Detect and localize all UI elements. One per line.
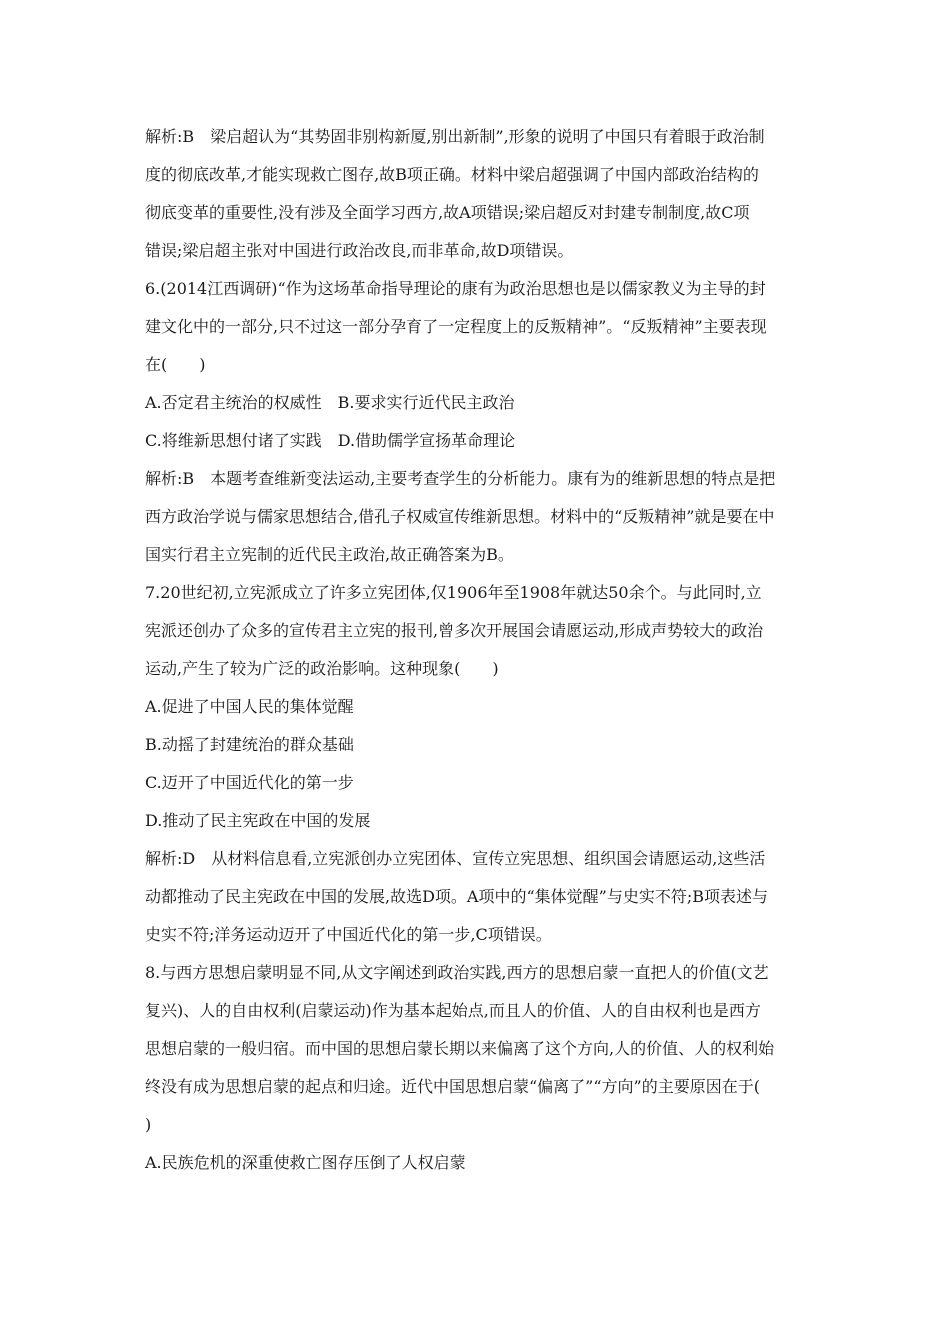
option-line: C.迈开了中国近代化的第一步: [145, 773, 354, 792]
question-7-line: 7.20世纪初,立宪派成立了许多立宪团体,仅1906年至1908年就达50余个。与此同时,立: [145, 583, 762, 602]
text-line: 解析:B 梁启超认为“其势固非别构新厦,别出新制”,形象的说明了中国只有着眼于政治制: [145, 127, 765, 146]
text-line: 运动,产生了较为广泛的政治影响。这种现象( ): [145, 659, 499, 678]
text-line: 宪派还创办了众多的宣传君主立宪的报刊,曾多次开展国会请愿运动,形成声势较大的政治: [145, 621, 764, 640]
option-line: D.推动了民主宪政在中国的发展: [145, 811, 371, 830]
option-line: A.否定君主统治的权威性 B.要求实行近代民主政治: [145, 393, 515, 412]
question-8-line: 8.与西方思想启蒙明显不同,从文字阐述到政治实践,西方的思想启蒙一直把人的价值(文艺: [145, 963, 769, 982]
text-line: 史实不符;洋务运动迈开了中国近代化的第一步,C项错误。: [145, 925, 552, 944]
text-line: 度的彻底改革,才能实现救亡图存,故B项正确。材料中梁启超强调了中国内部政治结构的: [145, 165, 759, 184]
text-line: 错误;梁启超主张对中国进行政治改良,而非革命,故D项错误。: [145, 241, 574, 260]
text-line: 在( ): [145, 355, 206, 374]
text-line: 思想启蒙的一般归宿。而中国的思想启蒙长期以来偏离了这个方向,人的价值、人的权利始: [145, 1039, 775, 1058]
option-line: B.动摇了封建统治的群众基础: [145, 735, 354, 754]
text-line: 解析:D 从材料信息看,立宪派创办立宪团体、宣传立宪思想、组织国会请愿运动,这些活: [145, 849, 766, 868]
option-line: A.民族危机的深重使救亡图存压倒了人权启蒙: [145, 1153, 466, 1172]
option-line: A.促进了中国人民的集体觉醒: [145, 697, 354, 716]
text-line: 终没有成为思想启蒙的起点和归途。近代中国思想启蒙“偏离了”“方向”的主要原因在于(: [145, 1077, 760, 1096]
text-line: 动都推动了民主宪政在中国的发展,故选D项。A项中的“集体觉醒”与史实不符;B项表述与: [145, 887, 768, 906]
text-line: 彻底变革的重要性,没有涉及全面学习西方,故A项错误;梁启超反对封建专制制度,故C项: [145, 203, 750, 222]
text-line: 解析:B 本题考查维新变法运动,主要考查学生的分析能力。康有为的维新思想的特点是把: [145, 469, 776, 488]
option-line: C.将维新思想付诸了实践 D.借助儒学宣扬革命理论: [145, 431, 516, 450]
text-line: 建文化中的一部分,只不过这一部分孕育了一定程度上的反叛精神”。“反叛精神”主要表现: [145, 317, 767, 336]
document-body: [145, 118, 807, 1182]
question-6-line: 6.(2014江西调研)“作为这场革命指导理论的康有为政治思想也是以儒家教义为主导的封: [145, 279, 766, 298]
text-line: ): [145, 1115, 152, 1134]
text-line: 西方政治学说与儒家思想结合,借孔子权威宣传维新思想。材料中的“反叛精神”就是要在中: [145, 507, 775, 526]
text-line: 国实行君主立宪制的近代民主政治,故正确答案为B。: [145, 545, 514, 564]
text-line: 复兴)、人的自由权利(启蒙运动)作为基本起始点,而且人的价值、人的自由权利也是西方: [145, 1001, 761, 1020]
